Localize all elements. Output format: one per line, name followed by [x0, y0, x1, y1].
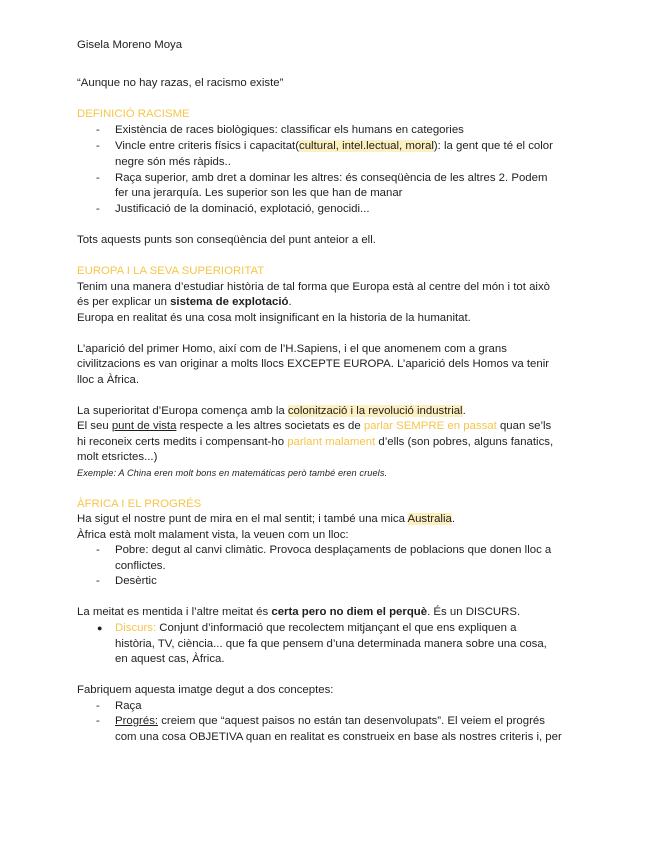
- list-item: Raça: [115, 700, 142, 712]
- highlight: colonització i la revolució industrial: [287, 405, 463, 417]
- paragraph-line: El seu punt de vista respecte a les altres societats es de parlar SEMPRE en passat quan se’ls: [77, 420, 552, 432]
- list-item-continuation: negre són més ràpids..: [115, 156, 231, 168]
- colored-text: parlar SEMPRE en passat: [363, 420, 497, 432]
- highlight: Australia: [407, 513, 452, 525]
- paragraph-line: lloc a Àfrica.: [77, 374, 140, 386]
- list-item: Progrés: creiem que “aquest paisos no están tan desenvolupats”. El veiem el progrés: [115, 715, 545, 727]
- paragraph-line: Ha sigut el nostre punt de mira en el mal sentit; i també una mica Australia.: [77, 513, 455, 525]
- paragraph-line: Europa en realitat és una cosa molt insignificant en la historia de la humanitat.: [77, 312, 471, 324]
- bullet-dash: -: [96, 700, 100, 712]
- list-item: Desèrtic: [115, 575, 157, 587]
- colored-text: parlant malament: [287, 436, 376, 448]
- paragraph-line: Fabriquem aquesta imatge degut a dos conceptes:: [77, 684, 334, 696]
- bullet-dash: -: [96, 544, 100, 556]
- author-name: Gisela Moreno Moya: [77, 39, 183, 51]
- paragraph-line: molt etsrictes...): [77, 451, 158, 463]
- bullet-dot: ●: [97, 623, 103, 633]
- bullet-dash: -: [96, 203, 100, 215]
- list-item-continuation: com una cosa OBJETIVA quan en realitat es construeix en base als nostres criteris i, per: [115, 731, 562, 743]
- paragraph-line: hi reconeix certs medits i compensant-ho parlant malament d’ells (son pobres, alguns fanatics,: [77, 436, 554, 448]
- list-item: Justificació de la dominació, explotació, genocidi...: [115, 203, 370, 215]
- bullet-dash: -: [96, 172, 100, 184]
- paragraph-line: Tenim una manera d’estudiar història de tal forma que Europa està al centre del món i tot això: [77, 281, 550, 293]
- list-item-continuation: fer una jerarquía. Les superior son les que han de manar: [115, 187, 403, 199]
- bold-text: certa pero no diem el perquè: [271, 606, 428, 618]
- heading-definicio-racisme: DEFINICIÓ RACISME: [77, 108, 190, 120]
- paragraph-line: és per explicar un sistema de explotació.: [77, 296, 292, 308]
- list-item-continuation: història, TV, ciència... que fa que pensem d’una determinada manera sobre una cosa,: [115, 638, 547, 650]
- list-item: Raça superior, amb dret a dominar les altres: és conseqüència de les altres 2. Podem: [115, 172, 548, 184]
- bullet-dash: -: [96, 715, 100, 727]
- list-item: Existència de races biològiques: classificar els humans en categories: [115, 124, 464, 136]
- paragraph-line: La superioritat d’Europa comença amb la colonització i la revolució industrial.: [77, 405, 466, 417]
- example-note: Exemple: A China eren molt bons en matemáticas però també eren cruels.: [77, 468, 388, 478]
- quote: “Aunque no hay razas, el racismo existe”: [77, 77, 284, 89]
- underlined-text: Progrés:: [115, 715, 159, 727]
- heading-europa: EUROPA I LA SEVA SUPERIORITAT: [77, 265, 265, 277]
- list-item-continuation: en aquest cas, Àfrica.: [115, 653, 225, 665]
- bold-text: sistema de explotació: [170, 296, 289, 308]
- bullet-dash: -: [96, 575, 100, 587]
- paragraph-line: La meitat es mentida i l’altre meitat és certa pero no diem el perquè. És un DISCURS.: [77, 606, 521, 618]
- paragraph-line: L’aparició del primer Homo, així com de l’H.Sapiens, i el que anomenem com a grans: [77, 343, 507, 355]
- list-item-continuation: conflictes.: [115, 560, 166, 572]
- list-item: Pobre: degut al canvi climàtic. Provoca desplaçaments de poblacions que donen lloc a: [115, 544, 552, 556]
- paragraph-line: civilitzacions es van originar a molts llocs EXCEPTE EUROPA. L’aparició dels Homos va tenir: [77, 358, 550, 370]
- list-item: Vincle entre criteris físics i capacitat(cultural, intel.lectual, moral): la gent que té el color: [115, 140, 553, 152]
- heading-africa: ÀFRICA I EL PROGRÉS: [77, 498, 202, 510]
- list-item: Discurs: Conjunt d’informació que recolectem mitjançant el que ens expliquen a: [115, 622, 517, 634]
- paragraph: Tots aquests punts son conseqüència del punt anteior a ell.: [77, 234, 376, 246]
- highlight: cultural, intel.lectual, moral: [299, 140, 434, 152]
- bullet-dash: -: [96, 140, 100, 152]
- paragraph-line: Àfrica està molt malament vista, la veuen com un lloc:: [77, 529, 349, 541]
- colored-text: Discurs:: [115, 622, 157, 634]
- bullet-dash: -: [96, 124, 100, 136]
- underlined-text: punt de vista: [111, 420, 177, 432]
